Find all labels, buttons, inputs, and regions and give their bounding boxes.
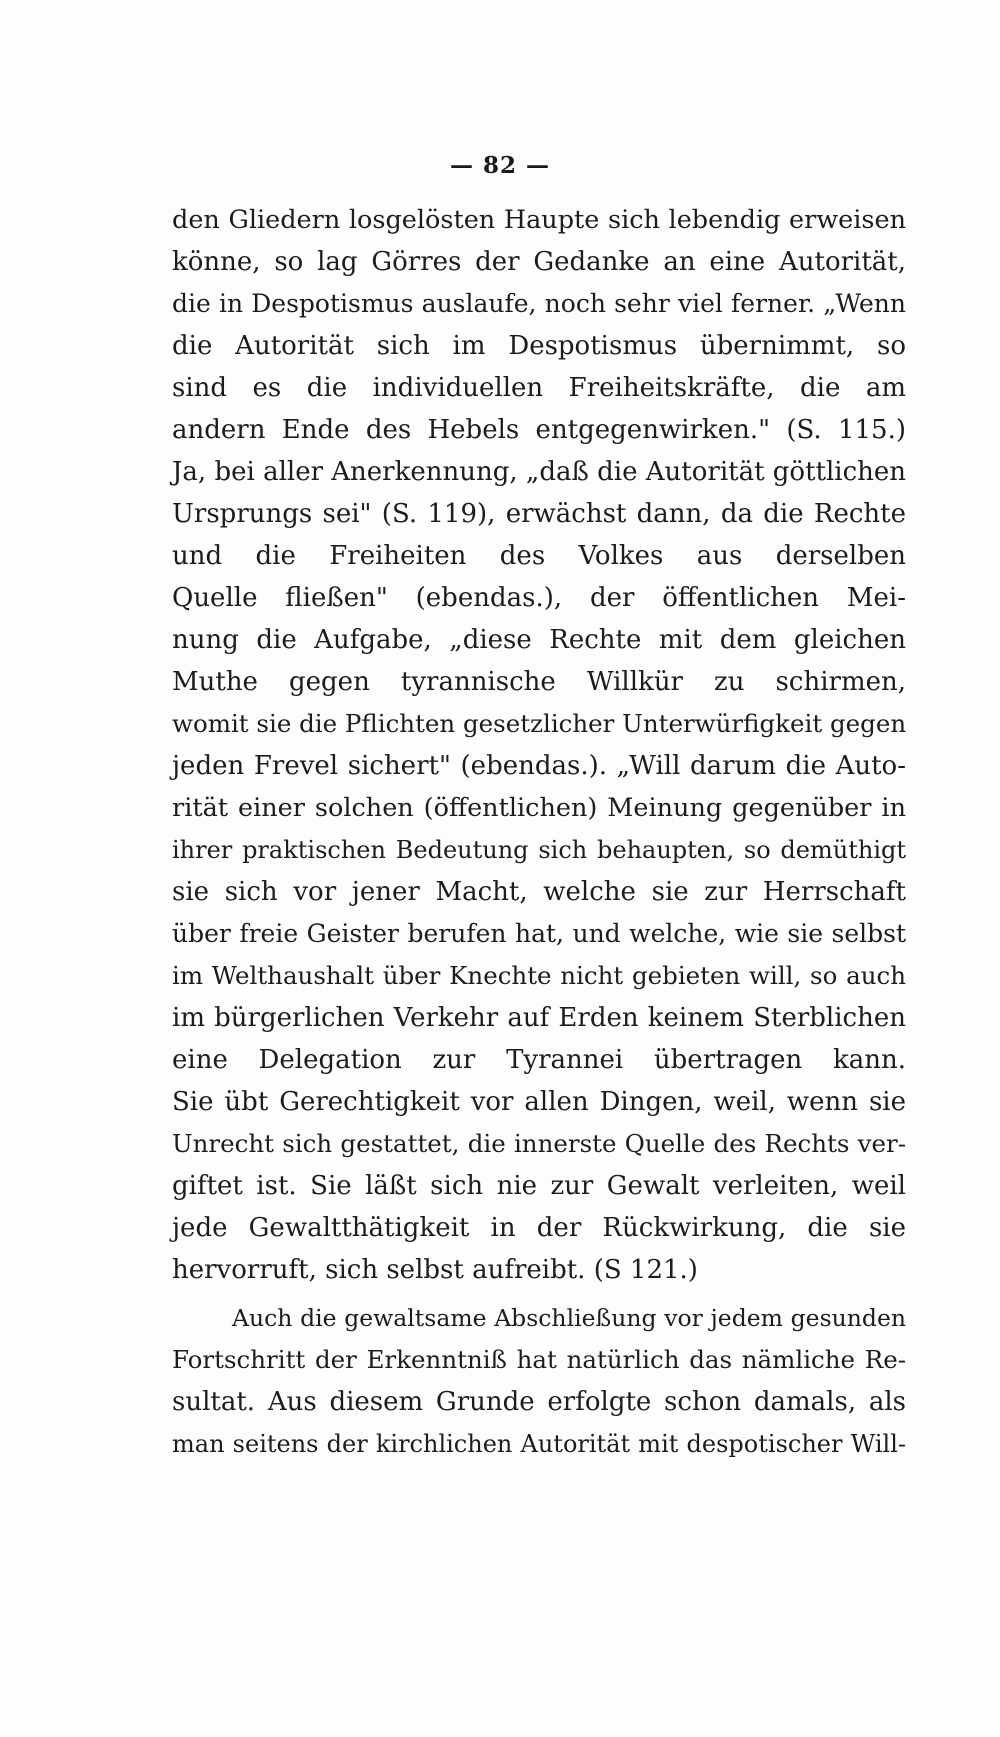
text-line: sind es die individuellen Freiheitskräfte, die am bbox=[172, 373, 906, 403]
text-line: die in Despotismus auslaufe, noch sehr viel ferner. „Wenn bbox=[172, 289, 906, 318]
text-line: Auch die gewaltsame Abschließung vor jedem gesunden bbox=[232, 1304, 906, 1332]
text-line: und die Freiheiten des Volkes aus derselben bbox=[172, 541, 906, 571]
text-line: im bürgerlichen Verkehr auf Erden keinem Sterblichen bbox=[172, 1003, 906, 1033]
text-line: Sie übt Gerechtigkeit vor allen Dingen, weil, wenn sie bbox=[172, 1087, 906, 1117]
text-line: Quelle fließen" (ebendas.), der öffentlichen Mei- bbox=[172, 583, 906, 613]
text-line: sie sich vor jener Macht, welche sie zur Herrschaft bbox=[172, 877, 906, 907]
text-line: Ursprungs sei" (S. 119), erwächst dann, da die Rechte bbox=[172, 499, 906, 529]
text-line: rität einer solchen (öffentlichen) Meinung gegenüber in bbox=[172, 793, 906, 823]
text-line: jede Gewaltthätigkeit in der Rückwirkung, die sie bbox=[172, 1213, 906, 1243]
text-line: Muthe gegen tyrannische Willkür zu schirmen, bbox=[172, 667, 906, 697]
page-number: — 82 — bbox=[449, 152, 551, 179]
text-line: Unrecht sich gestattet, die innerste Quelle des Rechts ver- bbox=[172, 1129, 906, 1158]
text-line: andern Ende des Hebels entgegenwirken." (S. 115.) bbox=[172, 415, 906, 445]
text-line: den Gliedern losgelösten Haupte sich lebendig erweisen bbox=[172, 205, 906, 235]
text-line: nung die Aufgabe, „diese Rechte mit dem gleichen bbox=[172, 625, 906, 655]
text-line: könne, so lag Görres der Gedanke an eine Autorität, bbox=[172, 247, 906, 277]
text-line: jeden Frevel sichert" (ebendas.). „Will darum die Auto- bbox=[172, 751, 906, 781]
text-line: Fortschritt der Erkenntniß hat natürlich das nämliche Re- bbox=[172, 1345, 906, 1374]
text-line: giftet ist. Sie läßt sich nie zur Gewalt verleiten, weil bbox=[172, 1171, 906, 1201]
text-line: im Welthaushalt über Knechte nicht gebieten will, so auch bbox=[172, 961, 906, 990]
text-line: womit sie die Pflichten gesetzlicher Unterwürfigkeit gegen bbox=[172, 709, 907, 738]
text-line: hervorruft, sich selbst aufreibt. (S 121.) bbox=[172, 1255, 698, 1285]
text-line: sultat. Aus diesem Grunde erfolgte schon damals, als bbox=[172, 1387, 906, 1417]
text-line: ihrer praktischen Bedeutung sich behaupten, so demüthigt bbox=[172, 836, 906, 864]
text-line: Ja, bei aller Anerkennung, „daß die Autorität göttlichen bbox=[172, 457, 907, 487]
text-line: eine Delegation zur Tyrannei übertragen kann. bbox=[172, 1045, 906, 1075]
text-line: die Autorität sich im Despotismus übernimmt, so bbox=[172, 331, 906, 361]
text-line: man seitens der kirchlichen Autorität mit despotischer Will- bbox=[172, 1430, 906, 1458]
text-line: über freie Geister berufen hat, und welche, wie sie selbst bbox=[172, 919, 906, 948]
